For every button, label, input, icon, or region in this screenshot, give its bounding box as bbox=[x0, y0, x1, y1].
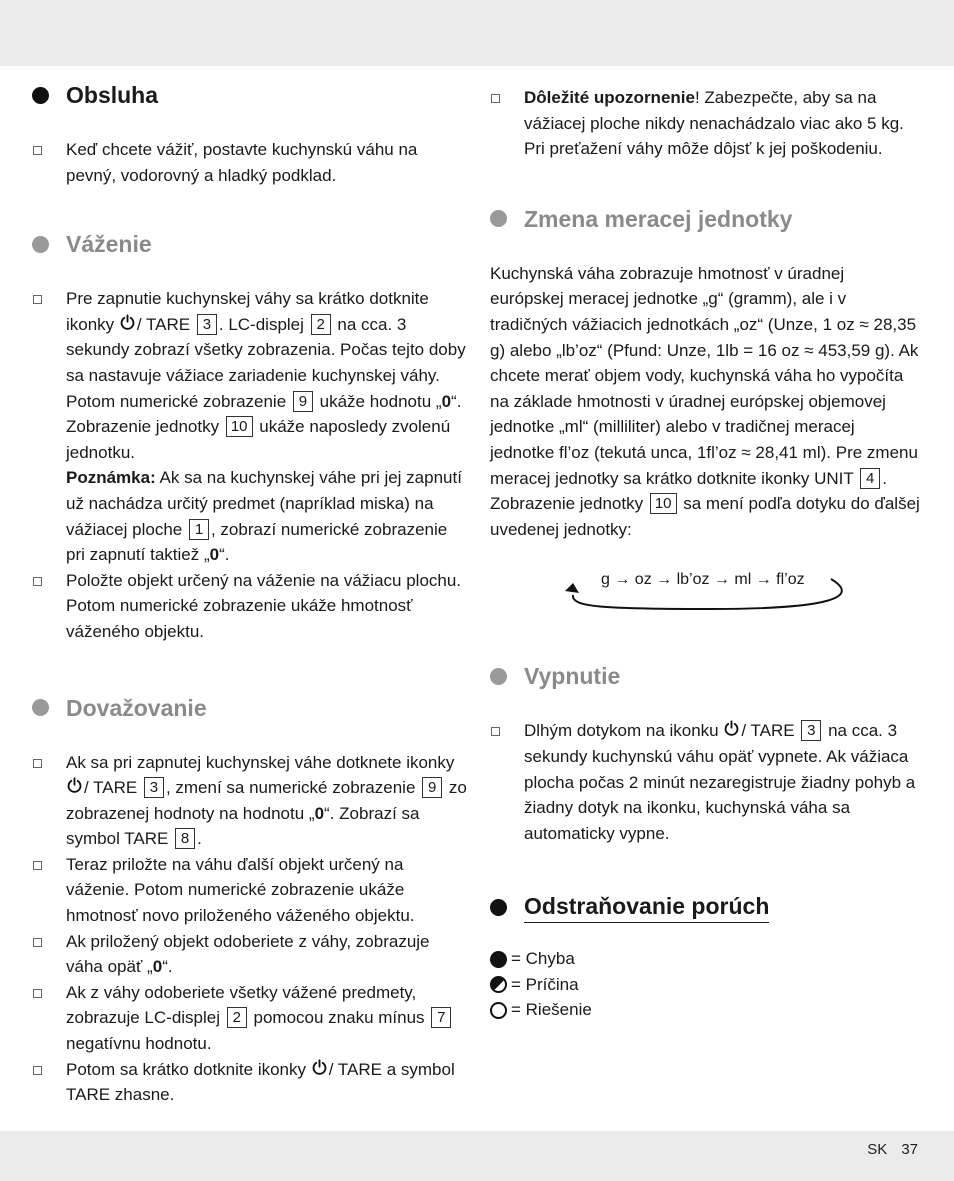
item-text: Pre zapnutie kuchynskej váhy sa krátko dotknite ikonky / TARE 3 . LC-displej 2 na cca. 3 sekundy zobrazí všetky zobrazenia. Počas tejto doby sa nastavuje vážiace zariadenie kuchynskej váhy. Potom numerické zobrazenie 9 ukáže hodnotu „0“. Zobrazenie jednotky 10 ukáže naposledy zvolenú jednotku. Poznámka: Ak sa na kuchynskej váhe pri jej zapnutí už nachádza určitý predmet (napríklad miska) na vážiacej ploche 1 , zobrazí numerické zobrazenie pri zapnutí taktiež „0“. bbox=[66, 289, 466, 565]
reference-number: 3 bbox=[144, 777, 164, 798]
bullet-dot-icon bbox=[32, 87, 49, 104]
checkbox-square-icon bbox=[33, 577, 42, 586]
bullet-dot-icon bbox=[490, 210, 507, 227]
reference-number: 7 bbox=[431, 1007, 451, 1028]
bottom-band bbox=[0, 1131, 954, 1181]
section-title: Zmena meracej jednotky bbox=[524, 205, 793, 232]
list-item bbox=[32, 286, 467, 568]
reference-number: 10 bbox=[226, 416, 253, 437]
list-item bbox=[32, 750, 467, 852]
power-icon bbox=[723, 720, 740, 737]
reference-number: 2 bbox=[311, 314, 331, 335]
item-text: Ak sa pri zapnutej kuchynskej váhe dotknete ikonky / TARE 3 , zmení sa numerické zobrazenie 9 zo zobrazenej hodnoty na hodnotu „0“. Zobrazí sa symbol TARE 8 . bbox=[66, 752, 467, 849]
reference-number: 4 bbox=[860, 468, 880, 489]
section-title: Váženie bbox=[66, 231, 152, 258]
section-vypnutie-header bbox=[490, 661, 922, 691]
left-column bbox=[32, 80, 467, 1108]
list-item bbox=[32, 929, 467, 980]
section-title: Odstraňovanie porúch bbox=[524, 891, 769, 923]
unit-cycle-text: g → oz → lb’oz → ml → fl’oz bbox=[601, 571, 805, 589]
section-obsluha-header bbox=[32, 80, 467, 110]
right-column bbox=[490, 80, 922, 1023]
item-text: Položte objekt určený na váženie na vážiacu plochu. Potom numerické zobrazenie ukáže hmotnosť váženého objektu. bbox=[66, 570, 462, 641]
reference-number: 9 bbox=[422, 777, 442, 798]
item-text: Keď chcete vážiť, postavte kuchynskú váhu na pevný, vodorovný a hladký podklad. bbox=[66, 140, 418, 185]
checkbox-square-icon bbox=[33, 146, 42, 155]
note-label: Poznámka: bbox=[66, 468, 156, 488]
checkbox-square-icon bbox=[33, 759, 42, 768]
top-band bbox=[0, 0, 954, 66]
page-number: 37 bbox=[901, 1141, 918, 1158]
item-text: Dlhým dotykom na ikonku / TARE 3 na cca. 3 sekundy kuchynskú váhu opäť vypnete. Ak vážiaca plocha počas 2 minút nezaregistruje žiadny pohyb a žiadny dotyk na ikonku, kuchynská váha sa automaticky vypne. bbox=[524, 721, 916, 843]
bullet-dot-icon bbox=[490, 668, 507, 685]
power-icon bbox=[119, 314, 136, 331]
bullet-dot-icon bbox=[32, 699, 49, 716]
checkbox-square-icon bbox=[33, 938, 42, 947]
checkbox-square-icon bbox=[33, 861, 42, 870]
section-poruchy-header bbox=[490, 891, 922, 923]
half-circle-icon bbox=[490, 976, 507, 993]
power-icon bbox=[66, 777, 83, 794]
legend-row bbox=[490, 946, 922, 972]
reference-number: 3 bbox=[801, 720, 821, 741]
legend-label: = Riešenie bbox=[511, 1000, 592, 1020]
list-item bbox=[32, 137, 467, 188]
list-item bbox=[490, 718, 922, 846]
list-item bbox=[490, 85, 922, 162]
reference-number: 1 bbox=[189, 519, 209, 540]
checkbox-square-icon bbox=[491, 94, 500, 103]
checkbox-square-icon bbox=[33, 1066, 42, 1075]
empty-circle-icon bbox=[490, 1002, 507, 1019]
reference-number: 9 bbox=[293, 391, 313, 412]
item-text: Teraz priložte na váhu ďalší objekt určený na váženie. Potom numerické zobrazenie ukáže hmotnosť novo priloženého váženého objektu. bbox=[66, 854, 415, 926]
legend-row bbox=[490, 997, 922, 1023]
warning-text: Dôležité upozornenie! Zabezpečte, aby sa na vážiacej ploche nikdy nenachádzalo viac ako 5 kg. Pri preťažení váhy môže dôjsť k jej poškodeniu. bbox=[524, 88, 904, 159]
checkbox-square-icon bbox=[491, 727, 500, 736]
legend-label: = Chyba bbox=[511, 949, 575, 969]
filled-circle-icon bbox=[490, 951, 507, 968]
section-dovazovanie-header bbox=[32, 693, 467, 723]
section-title: Vypnutie bbox=[524, 663, 621, 690]
legend-row bbox=[490, 972, 922, 998]
bullet-dot-icon bbox=[490, 899, 507, 916]
list-item bbox=[32, 568, 467, 645]
checkbox-square-icon bbox=[33, 989, 42, 998]
item-text: Potom sa krátko dotknite ikonky / TARE a symbol TARE zhasne. bbox=[66, 1059, 455, 1105]
legend-label: = Príčina bbox=[511, 974, 579, 994]
bullet-dot-icon bbox=[32, 236, 49, 253]
language-code: SK bbox=[867, 1141, 888, 1158]
item-text: Ak priložený objekt odoberiete z váhy, zobrazuje váha opäť „0“. bbox=[66, 931, 430, 977]
section-vazenie-header bbox=[32, 229, 467, 259]
item-text: Ak z váhy odoberiete všetky vážené predmety, zobrazuje LC-displej 2 pomocou znaku mínus 7 negatívnu hodnotu. bbox=[66, 980, 467, 1057]
power-icon bbox=[311, 1059, 328, 1076]
paragraph: Kuchynská váha zobrazuje hmotnosť v úradnej európskej meracej jednotke „g“ (gramm), ale i v tradičných vážiacich jednotkách „oz“ (Unze, 1 oz ≈ 28,35 g) alebo „lb’oz“ (Pfund: Unze, 1lb = 16 oz ≈ 453,59 g). Ak chcete merať objem vody, kuchynská váha ho vypočíta na základe hmotnosti v úradnej európskej objemovej jednotke „ml“ (milliliter) alebo v tradičnej meracej jednotke fl’oz (tekutá unca, 1fl’oz ≈ 28,41 ml). Pre zmenu meracej jednotky sa krátko dotknite ikonky UNIT 4 . Zobrazenie jednotky 10 sa mení podľa dotyku do ďalšej uvedenej jednotky: bbox=[490, 263, 920, 539]
list-item bbox=[32, 980, 467, 1057]
list-item bbox=[32, 1057, 467, 1108]
section-title: Obsluha bbox=[66, 82, 159, 108]
reference-number: 2 bbox=[227, 1007, 247, 1028]
page-footer bbox=[853, 1141, 918, 1158]
reference-number: 10 bbox=[650, 493, 677, 514]
list-item bbox=[32, 852, 467, 929]
unit-cycle-diagram bbox=[561, 567, 851, 617]
section-title: Dovažovanie bbox=[66, 694, 207, 721]
reference-number: 8 bbox=[175, 828, 195, 849]
checkbox-square-icon bbox=[33, 295, 42, 304]
reference-number: 3 bbox=[197, 314, 217, 335]
section-zmena-header bbox=[490, 204, 922, 234]
